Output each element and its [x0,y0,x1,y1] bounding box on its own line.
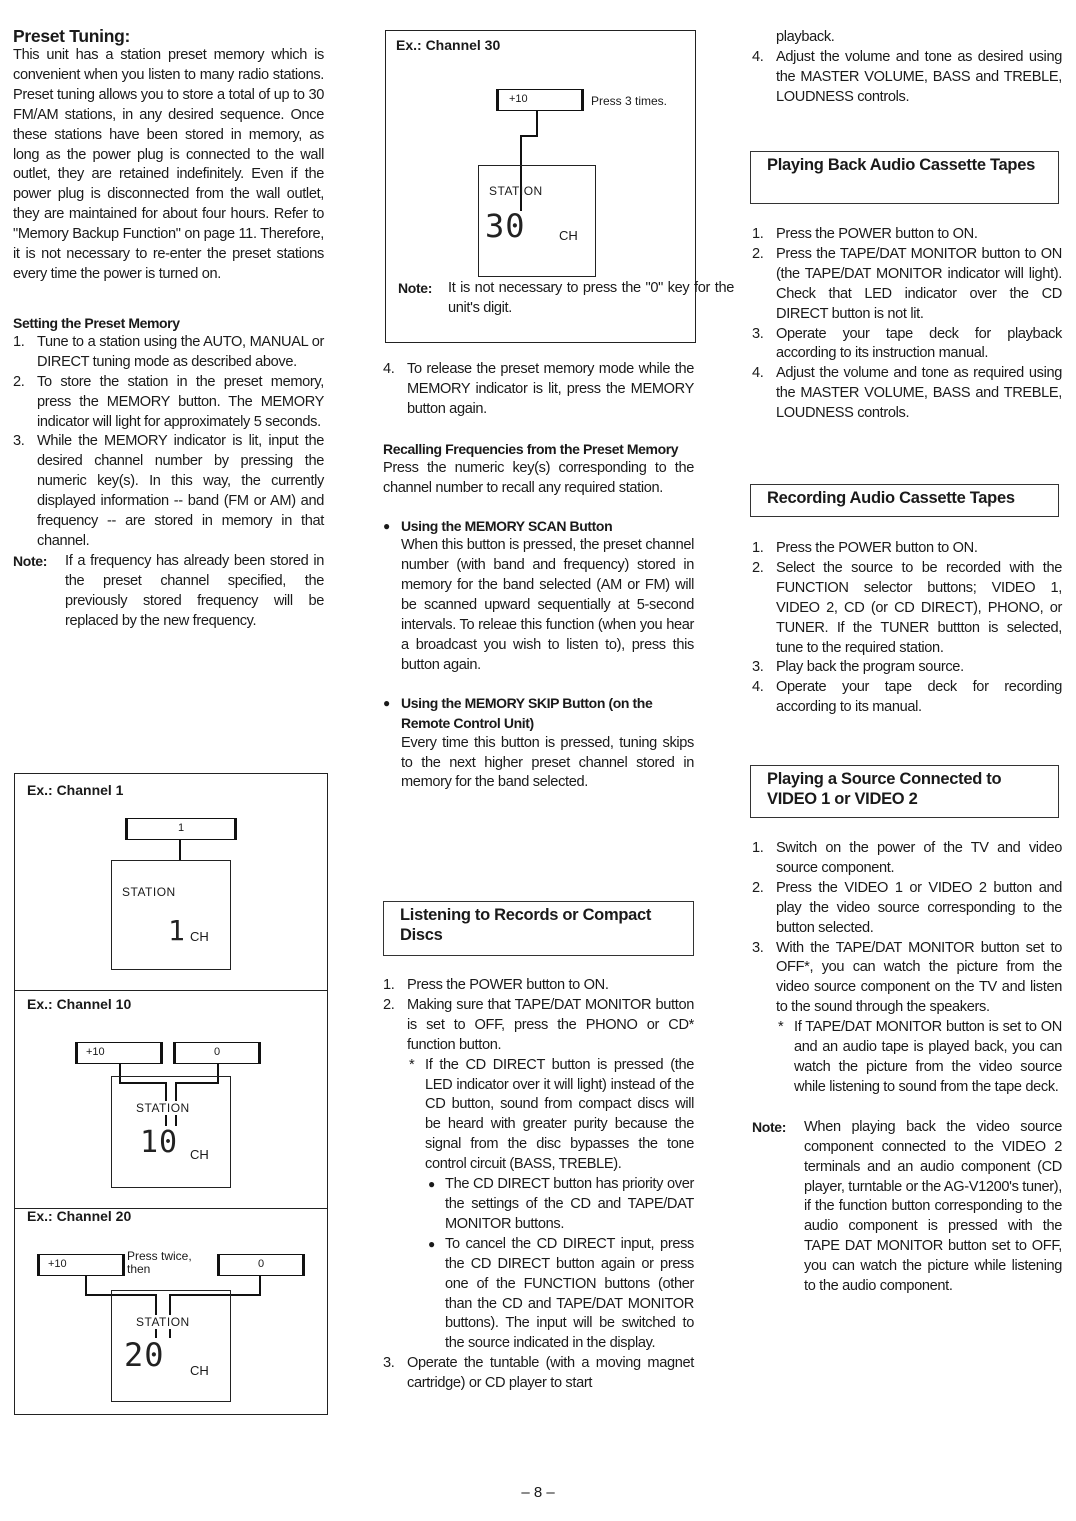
list-item [752,658,1062,678]
key-0-button: 0 [217,1254,305,1276]
step-text: While the MEMORY indicator is lit, input the desired channel number by pressing the numeric key(s). In this way, the currently displayed information -- band (FM or AM) and frequency -- are stored in memory in that channel. [37,433,324,549]
recording-section [752,539,1062,718]
channel-30-note [398,279,734,319]
continued-step [752,48,1062,108]
channel-digit-display: 10 [140,1125,179,1160]
station-label: STATION [136,1101,190,1115]
key-0-button: 0 [173,1042,261,1064]
video-note [752,1118,1062,1297]
step-number: 2. [752,879,764,896]
recall-heading: Recalling Frequencies from the Preset Memory [383,440,679,457]
preset-intro-paragraph: This unit has a station preset memory which is convenient when you listen to many radio stations. Preset tuning allows you to store a total of up to 30 FM/AM stations, in any desired sequence. Once these stations have been stored in memory, as long as the power plug is connected to the wall outlet, they are retained indefinitely. Even if the power plug is disconnected from the wall outlet, they are maintained for about four hours. Refer to "Memory Backup Function" on page 11. Therefore, it is not necessary to re-enter the preset stations every time the power is turned on. [13,47,324,282]
video-source-section [752,839,1062,1297]
bullet-icon: ● [428,1177,435,1192]
step-number: 1. [752,540,764,556]
list-item [752,559,1062,659]
bullet-text: To cancel the CD DIRECT input, press the CD DIRECT button again or press one of the FUNCTION buttons (other than the CD and TAPE/DAT MONITOR buttons). The input will be switched to the source indicated in the display. [445,1235,694,1352]
note-label: Note: [13,552,48,569]
step-text: Press the POWER button to ON. [407,977,609,993]
step-text: Operate your tape deck for recording according to its manual. [776,679,1062,716]
listening-records-heading-box [383,901,694,956]
press-instruction: Press 3 times. [591,94,668,108]
bullet-text: The CD DIRECT button has priority over the settings of the CD and TAPE/DAT MONITOR buttons. [445,1176,694,1232]
step-text: Operate your tape deck for playback according to its instruction manual. [776,325,1062,362]
tape-playback-heading-box [750,151,1059,204]
step-text: Tune to a station using the AUTO, MANUAL or DIRECT tuning mode as described above. [37,333,324,370]
step-text: Switch on the power of the TV and video source component. [776,840,1062,876]
channel-digit-display: 1 [168,914,186,947]
step-text: Adjust the volume and tone as required using the MASTER VOLUME, BASS and TREBLE, LOUDNESS controls. [776,365,1062,422]
bullet-icon: ● [428,1236,435,1251]
step-text: Operate the tuntable (with a moving magnet cartridge) or CD player to start [407,1355,694,1392]
list-item [13,432,324,551]
preset-tuning-heading: Preset Tuning: [13,26,131,46]
press-instruction: Press twice, then [127,1249,192,1276]
station-display [111,1076,231,1188]
station-label: STATION [122,885,176,899]
tape-monitor-note [776,1018,1062,1098]
recording-steps-list [752,539,1062,718]
key-1-button: 1 [125,818,237,840]
cd-direct-note [407,1056,694,1355]
memory-scan-text: When this button is pressed, the preset channel number (with band and frequency) stored in memory for the band selected (AM or FM) will be scanned upward sequentially at 5-second intervals. To releae this function (when you hear a broadcast you wish to listen to), press this button again. [401,537,694,673]
step-text: To store the station in the preset memory, press the MEMORY button. The MEMORY indicator will light for approximately 5 seconds. [37,373,324,430]
step-number: 3. [752,659,764,676]
bullet-icon: ● [383,518,390,533]
ch-label: CH [190,929,209,944]
step-text: To release the preset memory mode while the MEMORY indicator is lit, press the MEMORY button again. [407,361,694,417]
channel-30-figure [385,30,734,343]
column-left [13,26,324,631]
tape-playback-heading: Playing Back Audio Cassette Tapes [767,156,1035,174]
step-text: Play back the program source. [776,659,964,676]
memory-skip-heading: Using the MEMORY SKIP Button (on the Remote Control Unit) [401,694,653,731]
step-text: With the TAPE/DAT MONITOR button set to OFF*, you can watch the picture from the video source component on the TV and listen to the sound through the speakers. [776,939,1062,1016]
note-label: Note: [398,280,433,296]
release-step [383,360,694,420]
recording-heading: Recording Audio Cassette Tapes [767,489,1015,507]
note-label: Note: [752,1118,787,1135]
step-number: 1. [752,226,764,242]
key-plus10-button: +10 [37,1254,125,1276]
video-steps-list [752,839,1062,1098]
list-item [383,996,694,1354]
channel-digit-display: 30 [485,207,526,245]
list-item [752,939,1062,1098]
list-item [752,539,1062,559]
step-number: 1. [383,977,395,993]
list-item [383,1354,694,1394]
listening-steps-list [383,976,694,1394]
column-right [752,28,1062,108]
step-text: Press the TAPE/DAT MONITOR button to ON (the TAPE/DAT MONITOR indicator will light). Check that LED indicator over the CD DIRECT button is not lit. [776,245,1062,322]
column-middle-lower [383,976,694,1394]
step-number: 2. [13,373,25,390]
step-number: 3. [752,325,764,342]
channel-1-title: Ex.: Channel 1 [27,782,124,798]
memory-scan-section [383,517,694,676]
asterisk-marker: * [409,1056,415,1073]
step-number: 3. [752,939,764,956]
step-number: 2. [752,245,764,262]
memory-scan-heading: Using the MEMORY SCAN Button [401,517,613,534]
tape-steps-list [752,225,1062,424]
setting-note [13,552,324,632]
list-item [13,373,324,433]
tape-monitor-note-text: If TAPE/DAT MONITOR button is set to ON and an audio tape is played back, you can watch the picture from the video source while listening to sound from the tape deck. [794,1019,1062,1095]
channel-digit-display: 20 [124,1336,165,1374]
channel-10-title: Ex.: Channel 10 [27,996,132,1012]
video-source-heading-box [750,765,1059,818]
list-item [752,879,1062,939]
key-plus10-button: +10 [496,89,584,111]
listening-records-heading: Listening to Records or Compact Discs [400,906,652,944]
recording-heading-box [750,484,1059,517]
note-text: If a frequency has already been stored in the preset channel specified, the previously stored frequency will be replaced by the new frequency. [65,552,324,629]
connector-line [536,111,538,137]
list-item [383,360,694,420]
step-number: 2. [752,559,764,576]
step-number: 4. [752,48,764,65]
list-item [752,364,1062,424]
step-number: 3. [383,1355,395,1372]
page-number: – 8 – [521,1484,555,1501]
list-item [383,976,694,996]
column-middle [383,360,694,793]
connector-line [85,1276,87,1294]
tape-playback-section [752,225,1062,424]
ch-label: CH [559,228,578,243]
list-item [13,333,324,373]
list-item [425,1175,694,1235]
recall-text: Press the numeric key(s) corresponding to the channel number to recall any required station. [383,459,694,496]
memory-skip-section [383,694,694,794]
ch-label: CH [190,1363,209,1378]
list-item [425,1235,694,1354]
channel-20-title: Ex.: Channel 20 [27,1208,132,1224]
station-display [111,860,231,970]
channel-example-figure [14,773,328,1415]
note-text: It is not necessary to press the "0" key for the unit's digit. [448,280,734,316]
connector-line [520,135,538,137]
step-text: Press the POWER button to ON. [776,540,978,556]
step-number: 4. [752,365,764,382]
channel-10-panel [15,990,327,1209]
channel-20-panel [15,1208,327,1414]
connector-line [259,1276,261,1294]
ch-label: CH [190,1147,209,1162]
video-source-heading: Playing a Source Connected to VIDEO 1 or VIDEO 2 [767,770,1002,808]
step-number: 2. [383,996,395,1013]
key-plus10-button: +10 [75,1042,163,1064]
step-number: 3. [13,433,25,450]
setting-steps-list [13,333,324,552]
station-display [111,1290,231,1402]
setting-preset-heading: Setting the Preset Memory [13,314,180,331]
bullet-icon: ● [383,695,390,710]
list-item [752,678,1062,718]
step-text: Making sure that TAPE/DAT MONITOR button is set to OFF, press the PHONO or CD* function button. [407,996,694,1053]
step-number: 1. [752,840,764,856]
note-text: When playing back the video source component connected to the VIDEO 2 terminals and an audio component (CD player, turntable or the AG-V1200's tuner), if the function button corresponding to the audio component is pressed with the TAPE DAT MONITOR button set to OFF, you can watch the picture while listening to the audio component. [804,1118,1062,1295]
memory-skip-text: Every time this button is pressed, tuning skips to the next higher preset channel stored in memory for the band selected. [401,734,694,791]
list-item [752,839,1062,879]
step-text: Press the VIDEO 1 or VIDEO 2 button and play the video source corresponding to the button selected. [776,879,1062,936]
step-text: Adjust the volume and tone as desired using the MASTER VOLUME, BASS and TREBLE, LOUDNESS controls. [776,48,1062,105]
channel-1-panel [15,774,327,991]
step-text: Press the POWER button to ON. [776,226,978,242]
station-display [478,165,596,277]
station-label: STATION [489,184,543,198]
step-text: Select the source to be recorded with the FUNCTION selector buttons; VIDEO 1, VIDEO 2, CD (or CD DIRECT), PHONO, or TUNER. If the TUNER buttton is selected, tune to the required station. [776,559,1062,656]
step-number: 1. [13,333,25,350]
continued-text: playback. [776,29,835,45]
asterisk-marker: * [778,1019,784,1036]
list-item [752,245,1062,325]
list-item [752,225,1062,245]
cd-direct-note-text: If the CD DIRECT button is pressed (the LED indicator over it will light) instead of the CD button, sound from compact discs will be heard with greater purity because the signal from the disc bypasses the tone control circuit (BASS, TREBLE). [425,1056,694,1173]
channel-30-title: Ex.: Channel 30 [396,37,501,53]
list-item [752,48,1062,108]
list-item [752,325,1062,365]
step-number: 4. [383,361,395,377]
step-number: 4. [752,679,764,696]
station-label: STATION [136,1315,190,1329]
